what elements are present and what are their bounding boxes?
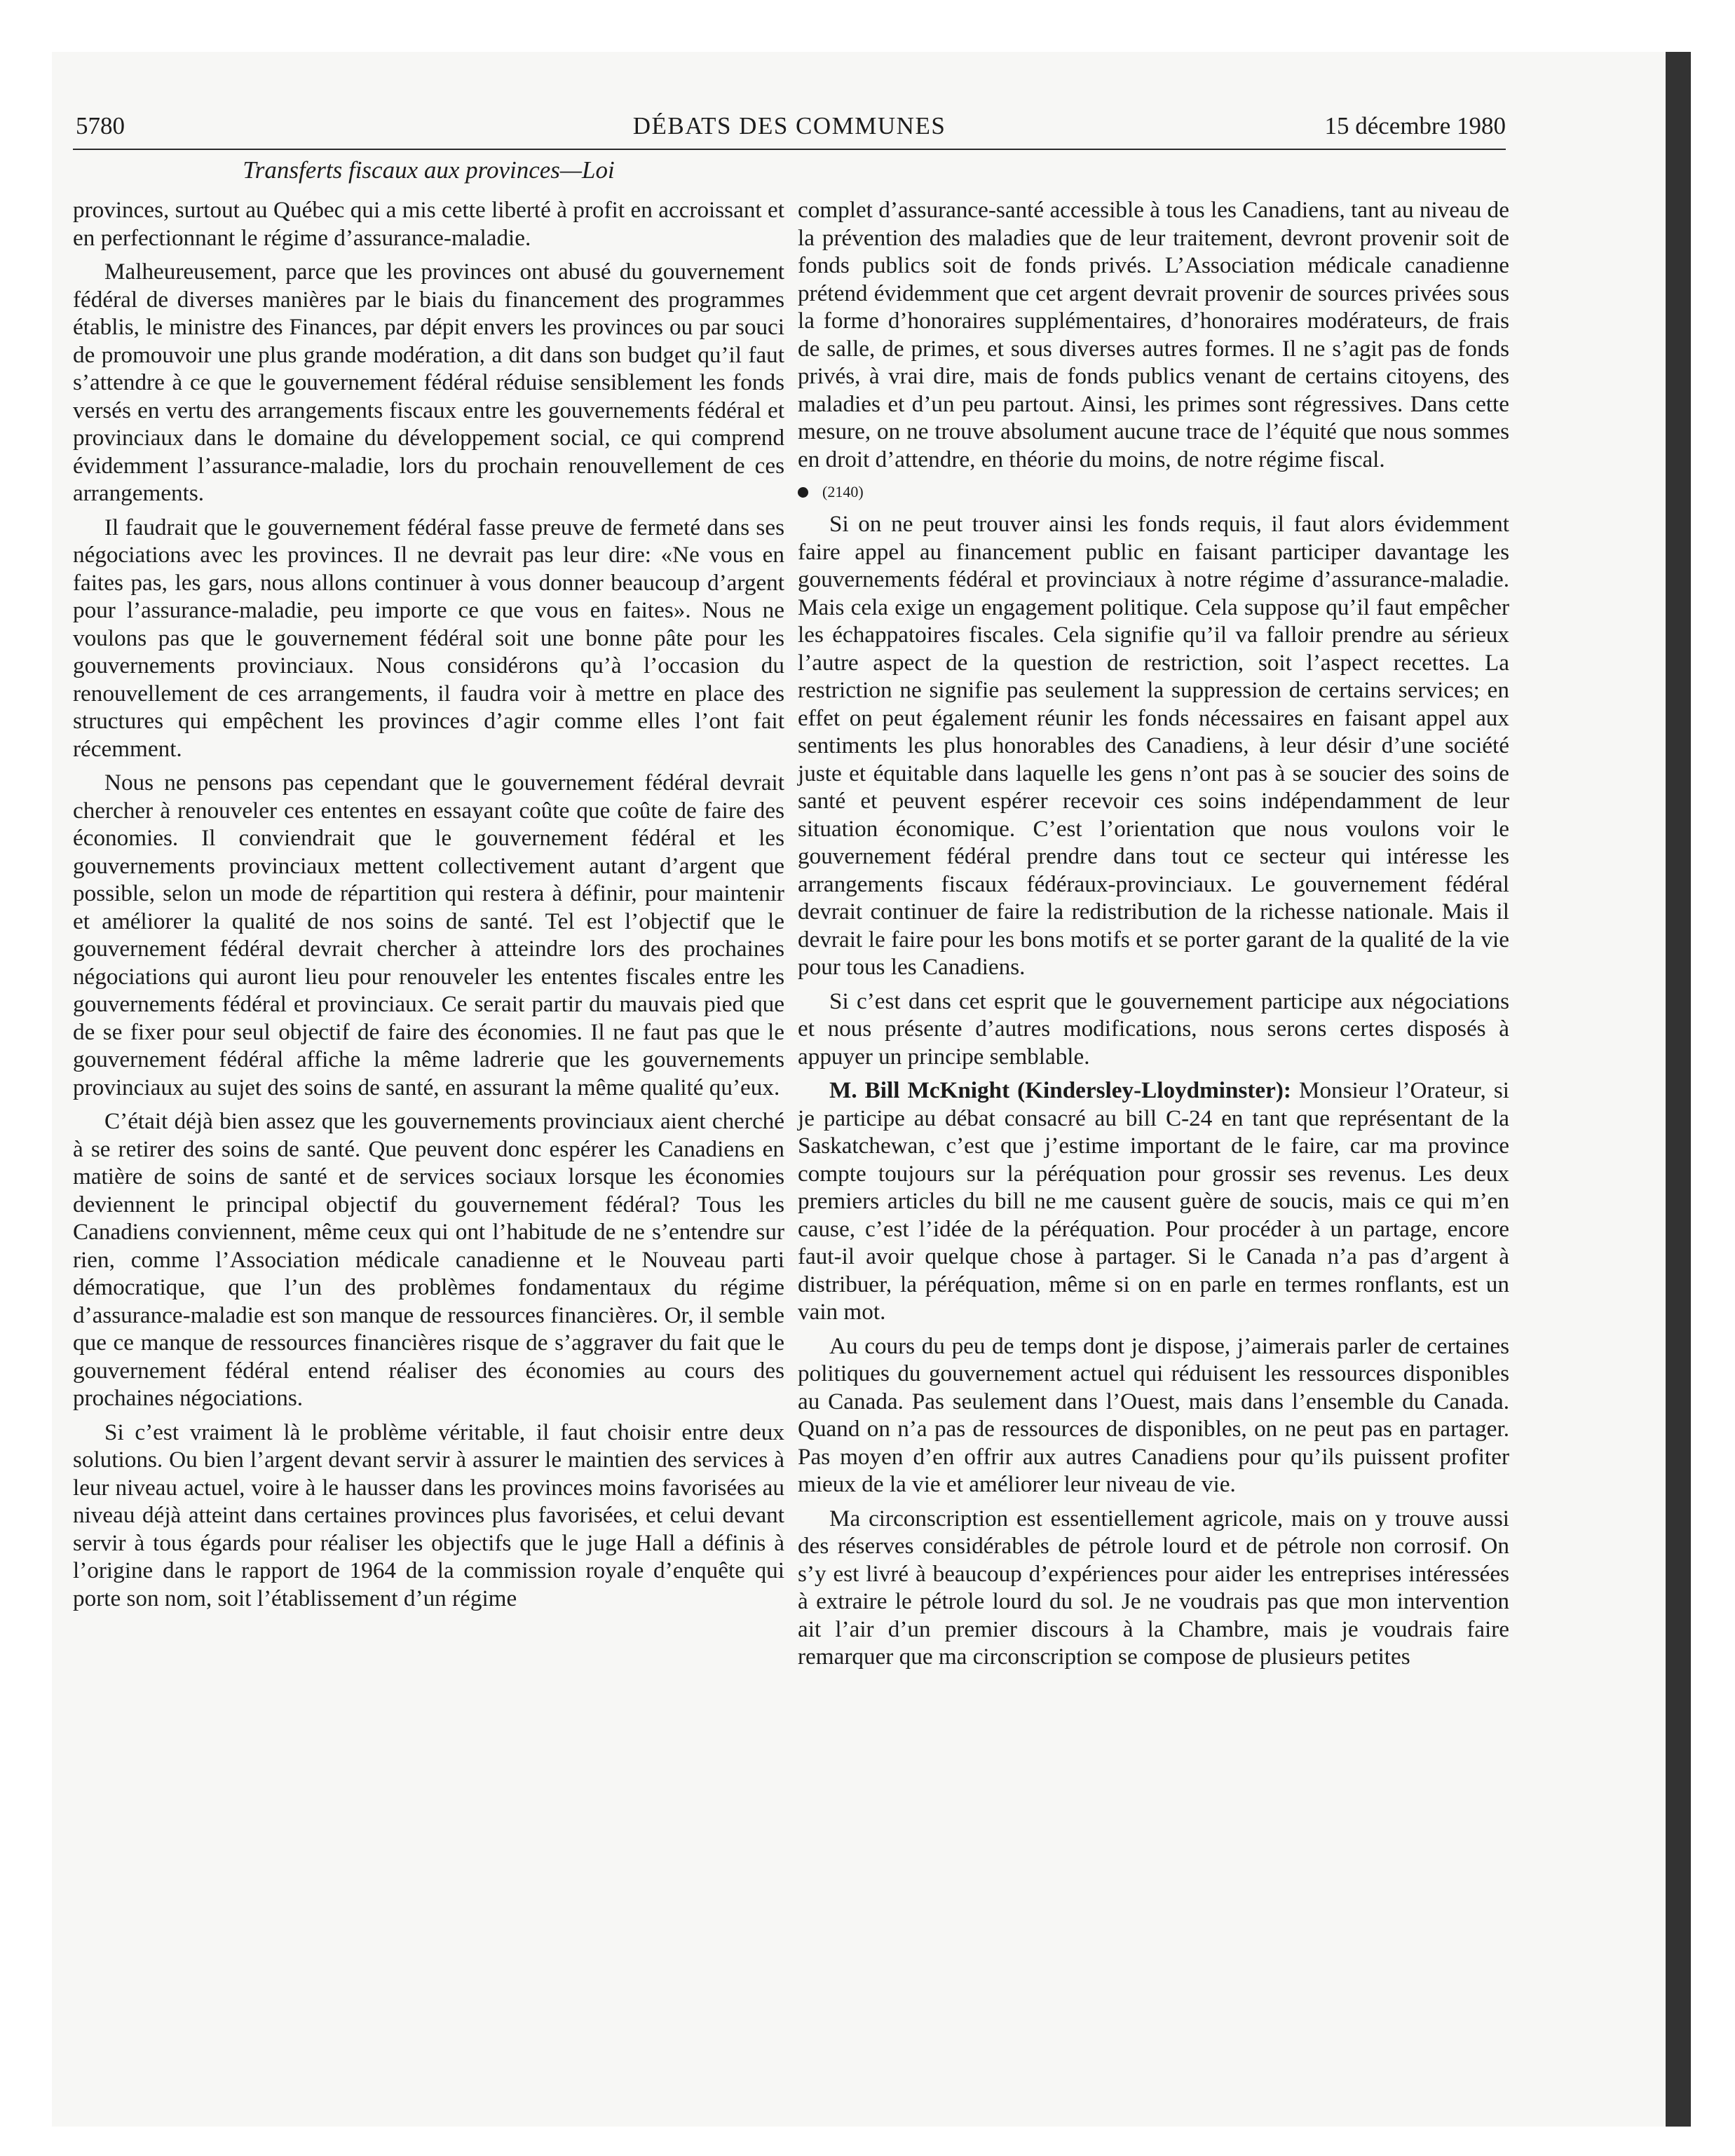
time-code: (2140) [822,483,864,500]
paragraph: C’était déjà bien assez que les gouvernements provinciaux aient cherché à se retirer des soins de santé. Que peuvent donc espérer les Canadiens en matière de soins de santé et de services sociaux lorsque les économies deviennent le principal objectif du gouvernement fédéral? Tous les Canadiens conviennent, même ceux qui ont l’habitude de ne s’entendre sur rien, comme l’Association médicale canadienne et le Nouveau parti démocratique, que l’un des problèmes fondamentaux du régime d’assurance-maladie est son manque de ressources financières. Or, il semble que ce manque de ressources financières risque de s’aggraver du fait que le gouvernement fédéral entend réaliser des économies au cours des prochaines négociations. [73,1108,784,1411]
paragraph: Il faudrait que le gouvernement fédéral fasse preuve de fermeté dans ses négociations avec les provinces. Il ne devrait pas leur dire: «Ne vous en faites pas, les gars, nous allons continuer à vous donner beaucoup d’argent pour l’assurance-maladie, peu importe ce que vous en faites». Nous ne voulons pas que le gouvernement fédéral soit une bonne pâte pour les gouvernements provinciaux. Nous considérons qu’à l’occasion du renouvellement de ces arrangements, il faudra voir à mettre en place des structures qui empêchent les provinces d’agir comme elles l’ont fait récemment. [73,514,784,762]
left-column [73,196,784,1618]
bullet-icon [798,487,808,498]
page-date: 15 décembre 1980 [1324,112,1506,139]
paragraph: complet d’assurance-santé accessible à tous les Canadiens, tant au niveau de la prévention des maladies que de leur traitement, devront provenir soit de fonds publics soit de fonds privés. L’Association médicale canadienne prétend évidemment que cet argent devrait provenir de sources privées sous la forme d’honoraires supplémentaires, d’honoraires modérateurs, de frais de salle, de primes, et sous diverses autres formes. Il ne s’agit pas de fonds privés, à vrai dire, mais de fonds publics venant de certains citoyens, des maladies et d’un peu partout. Ainsi, les primes sont régressives. Dans cette mesure, on ne trouve absolument aucune trace de l’équité que nous sommes en droit d’attendre, en théorie du moins, de notre régime fiscal. [798,197,1509,472]
time-marker [798,479,1509,505]
page-number: 5780 [76,112,125,139]
paragraph: Malheureusement, parce que les provinces ont abusé du gouvernement fédéral de diverses manières par le biais du financement des programmes établis, le ministre des Finances, par dépit envers les provinces ou par souci de promouvoir une plus grande modération, a dit dans son budget qu’il faut s’attendre à ce que le gouvernement fédéral réduise sensiblement les fonds versés en vertu des arrangements fiscaux entre les gouvernements fédéral et provinciaux dans le domaine du développement social, ce qui comprend évidemment l’assurance-maladie, lors du prochain renouvellement de ces arrangements. [73,259,784,506]
scan-edge-bar [1666,52,1691,2127]
speaker-paragraph [798,1077,1509,1326]
journal-title: DÉBATS DES COMMUNES [632,112,946,139]
speech-text: Monsieur l’Orateur, si je participe au débat consacré au bill C-24 en tant que représentant de la Saskatchewan, c’est que j’estime important de le faire, car ma province compte toujours sur la péréquation pour grossir ses revenus. Les deux premiers articles du bill ne me causent guère de soucis, mais ce qui m’en cause, c’est l’idée de la péréquation. Pour procéder à un partage, encore faut-il avoir quelque chose à partager. Si le Canada n’a pas d’argent à distribuer, la péréquation, même si on en parle en termes ronflants, est un vain mot. [798,1077,1509,1325]
paragraph: Si c’est vraiment là le problème véritable, il faut choisir entre deux solutions. Ou bien l’argent devant servir à assurer le maintien des services à leur niveau actuel, voire à le hausser dans les provinces moins favorisées au niveau déjà atteint dans certaines provinces plus favorisées, et celui devant servir à tous égards pour réaliser les objectifs que le juge Hall a définis à l’origine dans le rapport de 1964 de la commission royale d’enquête qui porte son nom, soit l’établissement d’un régime [73,1419,784,1611]
paragraph: Si c’est dans cet esprit que le gouvernement participe aux négociations et nous présente d’autres modifications, nous serons certes disposés à appuyer un principe semblable. [798,988,1509,1070]
paragraph: Ma circonscription est essentiellement agricole, mais on y trouve aussi des réserves considérables de pétrole lourd et de pétrole non corrosif. On s’y est livré à beaucoup d’expériences pour aider les entreprises intéressées à extraire le pétrole lourd du sol. Je ne voudrais pas que mon intervention ait l’air d’un premier discours à la Chambre, mais je voudrais faire remarquer que ma circonscription se compose de plusieurs petites [798,1505,1509,1670]
running-title: Transferts fiscaux aux provinces—Loi [243,156,615,184]
speaker-name: M. Bill McKnight (Kindersley-Lloydminster): [829,1077,1291,1103]
page-header [73,109,1506,150]
paragraph: Si on ne peut trouver ainsi les fonds requis, il faut alors évidemment faire appel au financement public en faisant participer davantage les gouvernements fédéral et provinciaux à notre régime d’assurance-maladie. Mais cela exige un engagement politique. Cela suppose qu’il faut empêcher les échappatoires fiscales. Cela signifie qu’il va falloir prendre au sérieux l’autre aspect de la question de restriction, soit l’aspect recettes. La restriction ne signifie pas seulement la suppression de certains services; en effet on peut également réunir les fonds nécessaires en faisant appel aux sentiments les plus honorables des Canadiens, à leur désir d’une société juste et équitable dans laquelle les gens n’ont pas à se soucier des soins de santé et peuvent espérer recevoir ces soins indépendamment de leur situation économique. C’est l’orientation que nous voulons voir le gouvernement fédéral prendre dans tout ce secteur qui intéresse les arrangements fiscaux fédéraux-provinciaux. Le gouvernement fédéral devrait continuer de faire la redistribution de la richesse nationale. Mais il devrait le faire pour les bons motifs et se porter garant de la qualité de la vie pour tous les Canadiens. [798,511,1509,980]
right-column [798,196,1509,1677]
paragraph: Au cours du peu de temps dont je dispose, j’aimerais parler de certaines politiques du gouvernement actuel qui réduisent les ressources disponibles au Canada. Pas seulement dans l’Ouest, mais dans l’ensemble du Canada. Quand on n’a pas de ressources de disponibles, on ne peut pas en partager. Pas moyen d’en offrir aux autres Canadiens pour qu’ils puissent profiter mieux de la vie et améliorer leur niveau de vie. [798,1332,1509,1497]
paragraph: Nous ne pensons pas cependant que le gouvernement fédéral devrait chercher à renouveler ces ententes en essayant coûte que coûte de faire des économies. Il conviendrait que le gouvernement fédéral et les gouvernements provinciaux mettent collectivement autant d’argent que possible, selon un mode de répartition qui restera à définir, pour maintenir et améliorer la qualité de nos soins de santé. Tel est l’objectif que le gouvernement fédéral devrait chercher à atteindre lors des prochaines négociations qui auront lieu pour renouveler les ententes fiscales entre les gouvernements fédéral et provinciaux. Ce serait partir du mauvais pied que de se fixer pour seul objectif de faire des économies. Il ne faut pas que le gouvernement fédéral affiche la même ladrerie que les gouvernements provinciaux au sujet des soins de santé, en assurant la même qualité qu’eux. [73,770,784,1100]
paragraph: provinces, surtout au Québec qui a mis cette liberté à profit en accroissant et en perfectionnant le régime d’assurance-maladie. [73,197,784,251]
